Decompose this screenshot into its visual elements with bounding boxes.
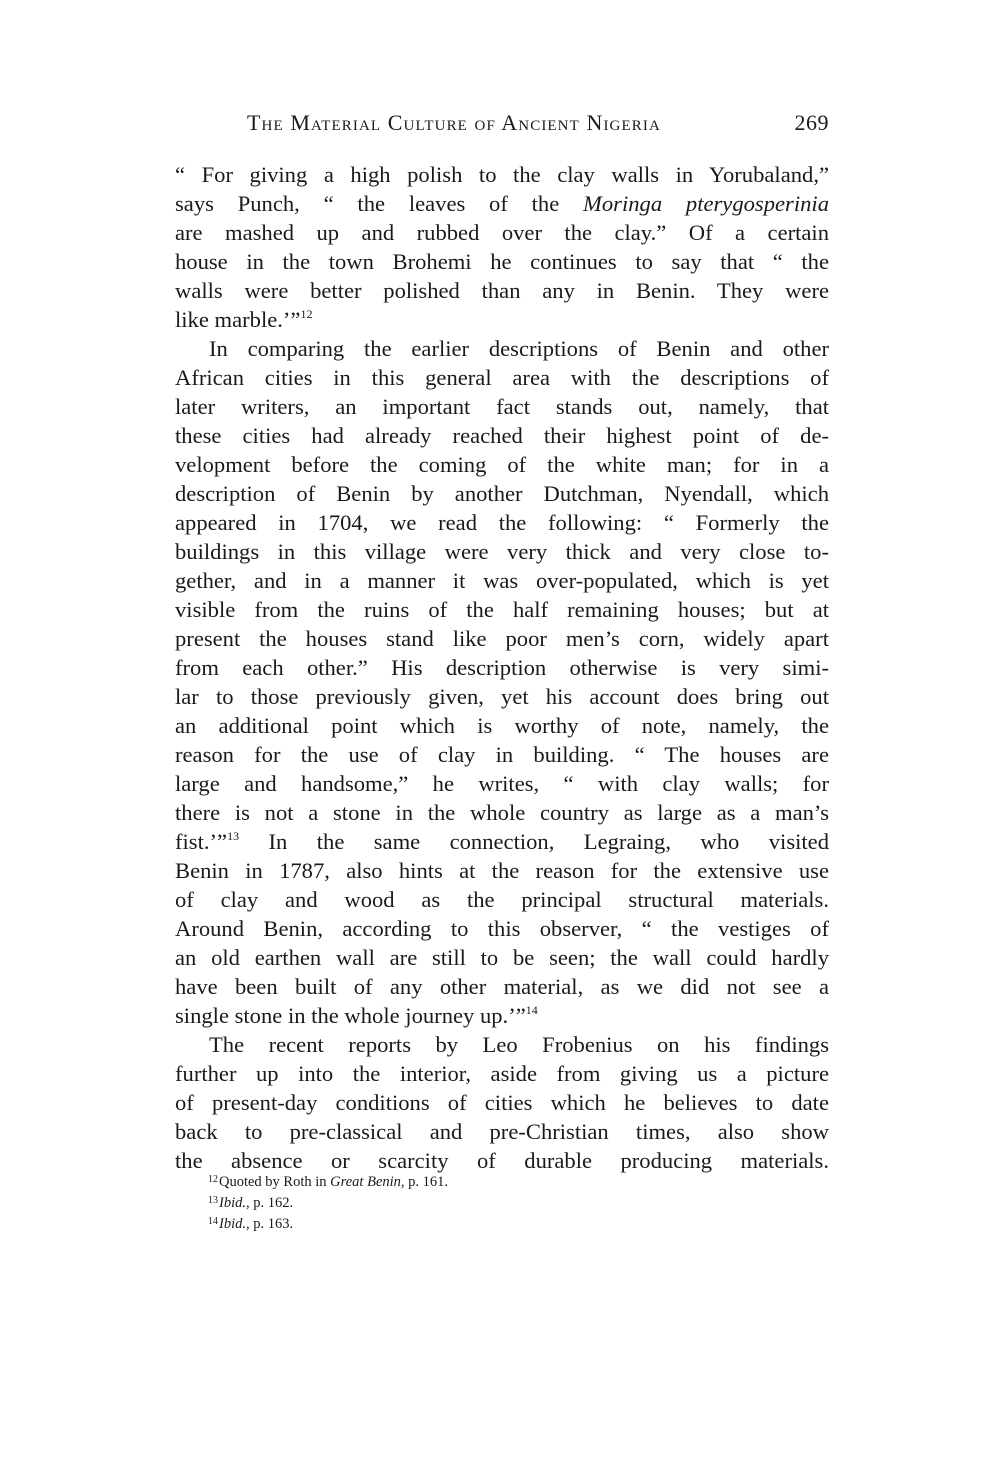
paragraph — [175, 334, 829, 1030]
footnote-text: Quoted by Roth in — [219, 1174, 331, 1190]
text-run: gether, and in a manner it was over-populated, which is yet — [175, 568, 829, 593]
text-run: Around Benin, according to this observer, “ the vestiges of — [175, 916, 829, 941]
text-line — [175, 653, 829, 682]
text-run: buildings in this village were very thick and very close to- — [175, 539, 829, 564]
text-run: says Punch, “ the leaves of the — [175, 191, 584, 216]
footnote-italic-text: Ibid., — [219, 1216, 250, 1232]
text-line — [175, 305, 829, 334]
text-run: The recent reports by Leo Frobenius on his findings — [209, 1032, 829, 1057]
footnote-number: 14 — [208, 1216, 218, 1227]
text-line — [175, 421, 829, 450]
text-line — [175, 392, 829, 421]
text-run: back to pre-classical and pre-Christian times, also show — [175, 1119, 829, 1144]
text-run: have been built of any other material, as we did not see a — [175, 974, 829, 999]
text-line — [175, 479, 829, 508]
footnote-number: 12 — [208, 1174, 218, 1185]
footnote-number: 13 — [208, 1195, 218, 1206]
text-line — [175, 1001, 829, 1030]
text-run: house in the town Brohemi he continues to say that “ the — [175, 249, 829, 274]
text-run: of clay and wood as the principal structural materials. — [175, 887, 829, 912]
text-line — [175, 247, 829, 276]
text-run: African cities in this general area with the descriptions of — [175, 365, 829, 390]
text-run: “ For giving a high polish to the clay walls in Yorubaland,” — [175, 162, 829, 187]
footnote — [208, 1193, 708, 1214]
footnote-reference: 12 — [300, 307, 313, 321]
text-line — [175, 972, 829, 1001]
text-run: reason for the use of clay in building. “ The houses are — [175, 742, 829, 767]
text-run: lar to those previously given, yet his account does bring out — [175, 684, 829, 709]
text-line — [175, 363, 829, 392]
text-line — [175, 508, 829, 537]
text-run: later writers, an important fact stands out, namely, that — [175, 394, 829, 419]
footnote-text: p. 162. — [249, 1195, 294, 1211]
text-line — [175, 537, 829, 566]
text-run: the absence or scarcity of durable producing materials. — [175, 1148, 829, 1173]
text-run: from each other.” His description otherwise is very simi- — [175, 655, 829, 680]
running-title: The Material Culture of Ancient Nigeria — [247, 110, 661, 135]
text-run: fist.’” — [175, 829, 228, 854]
text-run: appeared in 1704, we read the following: “ Formerly the — [175, 510, 829, 535]
footnote-reference: 13 — [227, 829, 240, 843]
text-line — [175, 218, 829, 247]
text-run: an additional point which is worthy of note, namely, the — [175, 713, 829, 738]
text-line — [175, 740, 829, 769]
footnote-italic-text: Ibid., — [219, 1195, 250, 1211]
italic-text: Moringa pterygosperinia — [583, 191, 829, 216]
text-line — [175, 566, 829, 595]
text-line — [175, 914, 829, 943]
running-head — [175, 108, 829, 144]
text-line — [175, 943, 829, 972]
text-line — [175, 160, 829, 189]
text-line — [175, 1146, 829, 1175]
footnote-reference: 14 — [525, 1003, 538, 1017]
text-line — [175, 1030, 829, 1059]
text-run: like marble.’” — [175, 307, 301, 332]
text-line — [175, 856, 829, 885]
text-run: of present-day conditions of cities which he believes to date — [175, 1090, 829, 1115]
text-run: velopment before the coming of the white man; for in a — [175, 452, 829, 477]
text-run: In comparing the earlier descriptions of Benin and other — [209, 336, 829, 361]
text-run: present the houses stand like poor men’s corn, widely apart — [175, 626, 829, 651]
text-line — [175, 682, 829, 711]
text-run: an old earthen wall are still to be seen; the wall could hardly — [175, 945, 829, 970]
text-run: walls were better polished than any in Benin. They were — [175, 278, 829, 303]
footnotes — [208, 1172, 708, 1235]
text-line — [175, 624, 829, 653]
text-line — [175, 798, 829, 827]
text-line — [175, 276, 829, 305]
text-line — [175, 711, 829, 740]
text-line — [175, 189, 829, 218]
text-line — [175, 1117, 829, 1146]
paragraph — [175, 1030, 829, 1175]
text-run: large and handsome,” he writes, “ with clay walls; for — [175, 771, 829, 796]
footnote-text: p. 163. — [249, 1216, 294, 1232]
text-line — [175, 1059, 829, 1088]
text-run: description of Benin by another Dutchman, Nyendall, which — [175, 481, 829, 506]
text-run: In the same connection, Legraing, who visited — [239, 829, 829, 854]
footnote-text: p. 161. — [404, 1174, 449, 1190]
text-line — [175, 769, 829, 798]
text-run: are mashed up and rubbed over the clay.” Of a certain — [175, 220, 829, 245]
text-line — [175, 827, 829, 856]
page-number: 269 — [794, 110, 829, 135]
text-run: there is not a stone in the whole country as large as a man’s — [175, 800, 829, 825]
footnote — [208, 1214, 708, 1235]
text-line — [175, 450, 829, 479]
text-line — [175, 334, 829, 363]
text-line — [175, 1088, 829, 1117]
footnote-italic-text: Great Benin, — [330, 1174, 405, 1190]
text-run: Benin in 1787, also hints at the reason for the extensive use — [175, 858, 829, 883]
text-run: single stone in the whole journey up.’” — [175, 1003, 526, 1028]
text-run: these cities had already reached their highest point of de- — [175, 423, 829, 448]
footnote — [208, 1172, 708, 1193]
text-line — [175, 885, 829, 914]
text-run: further up into the interior, aside from giving us a picture — [175, 1061, 829, 1086]
text-line — [175, 595, 829, 624]
text-run: visible from the ruins of the half remaining houses; but at — [175, 597, 829, 622]
body-text — [175, 160, 829, 1175]
paragraph — [175, 160, 829, 334]
